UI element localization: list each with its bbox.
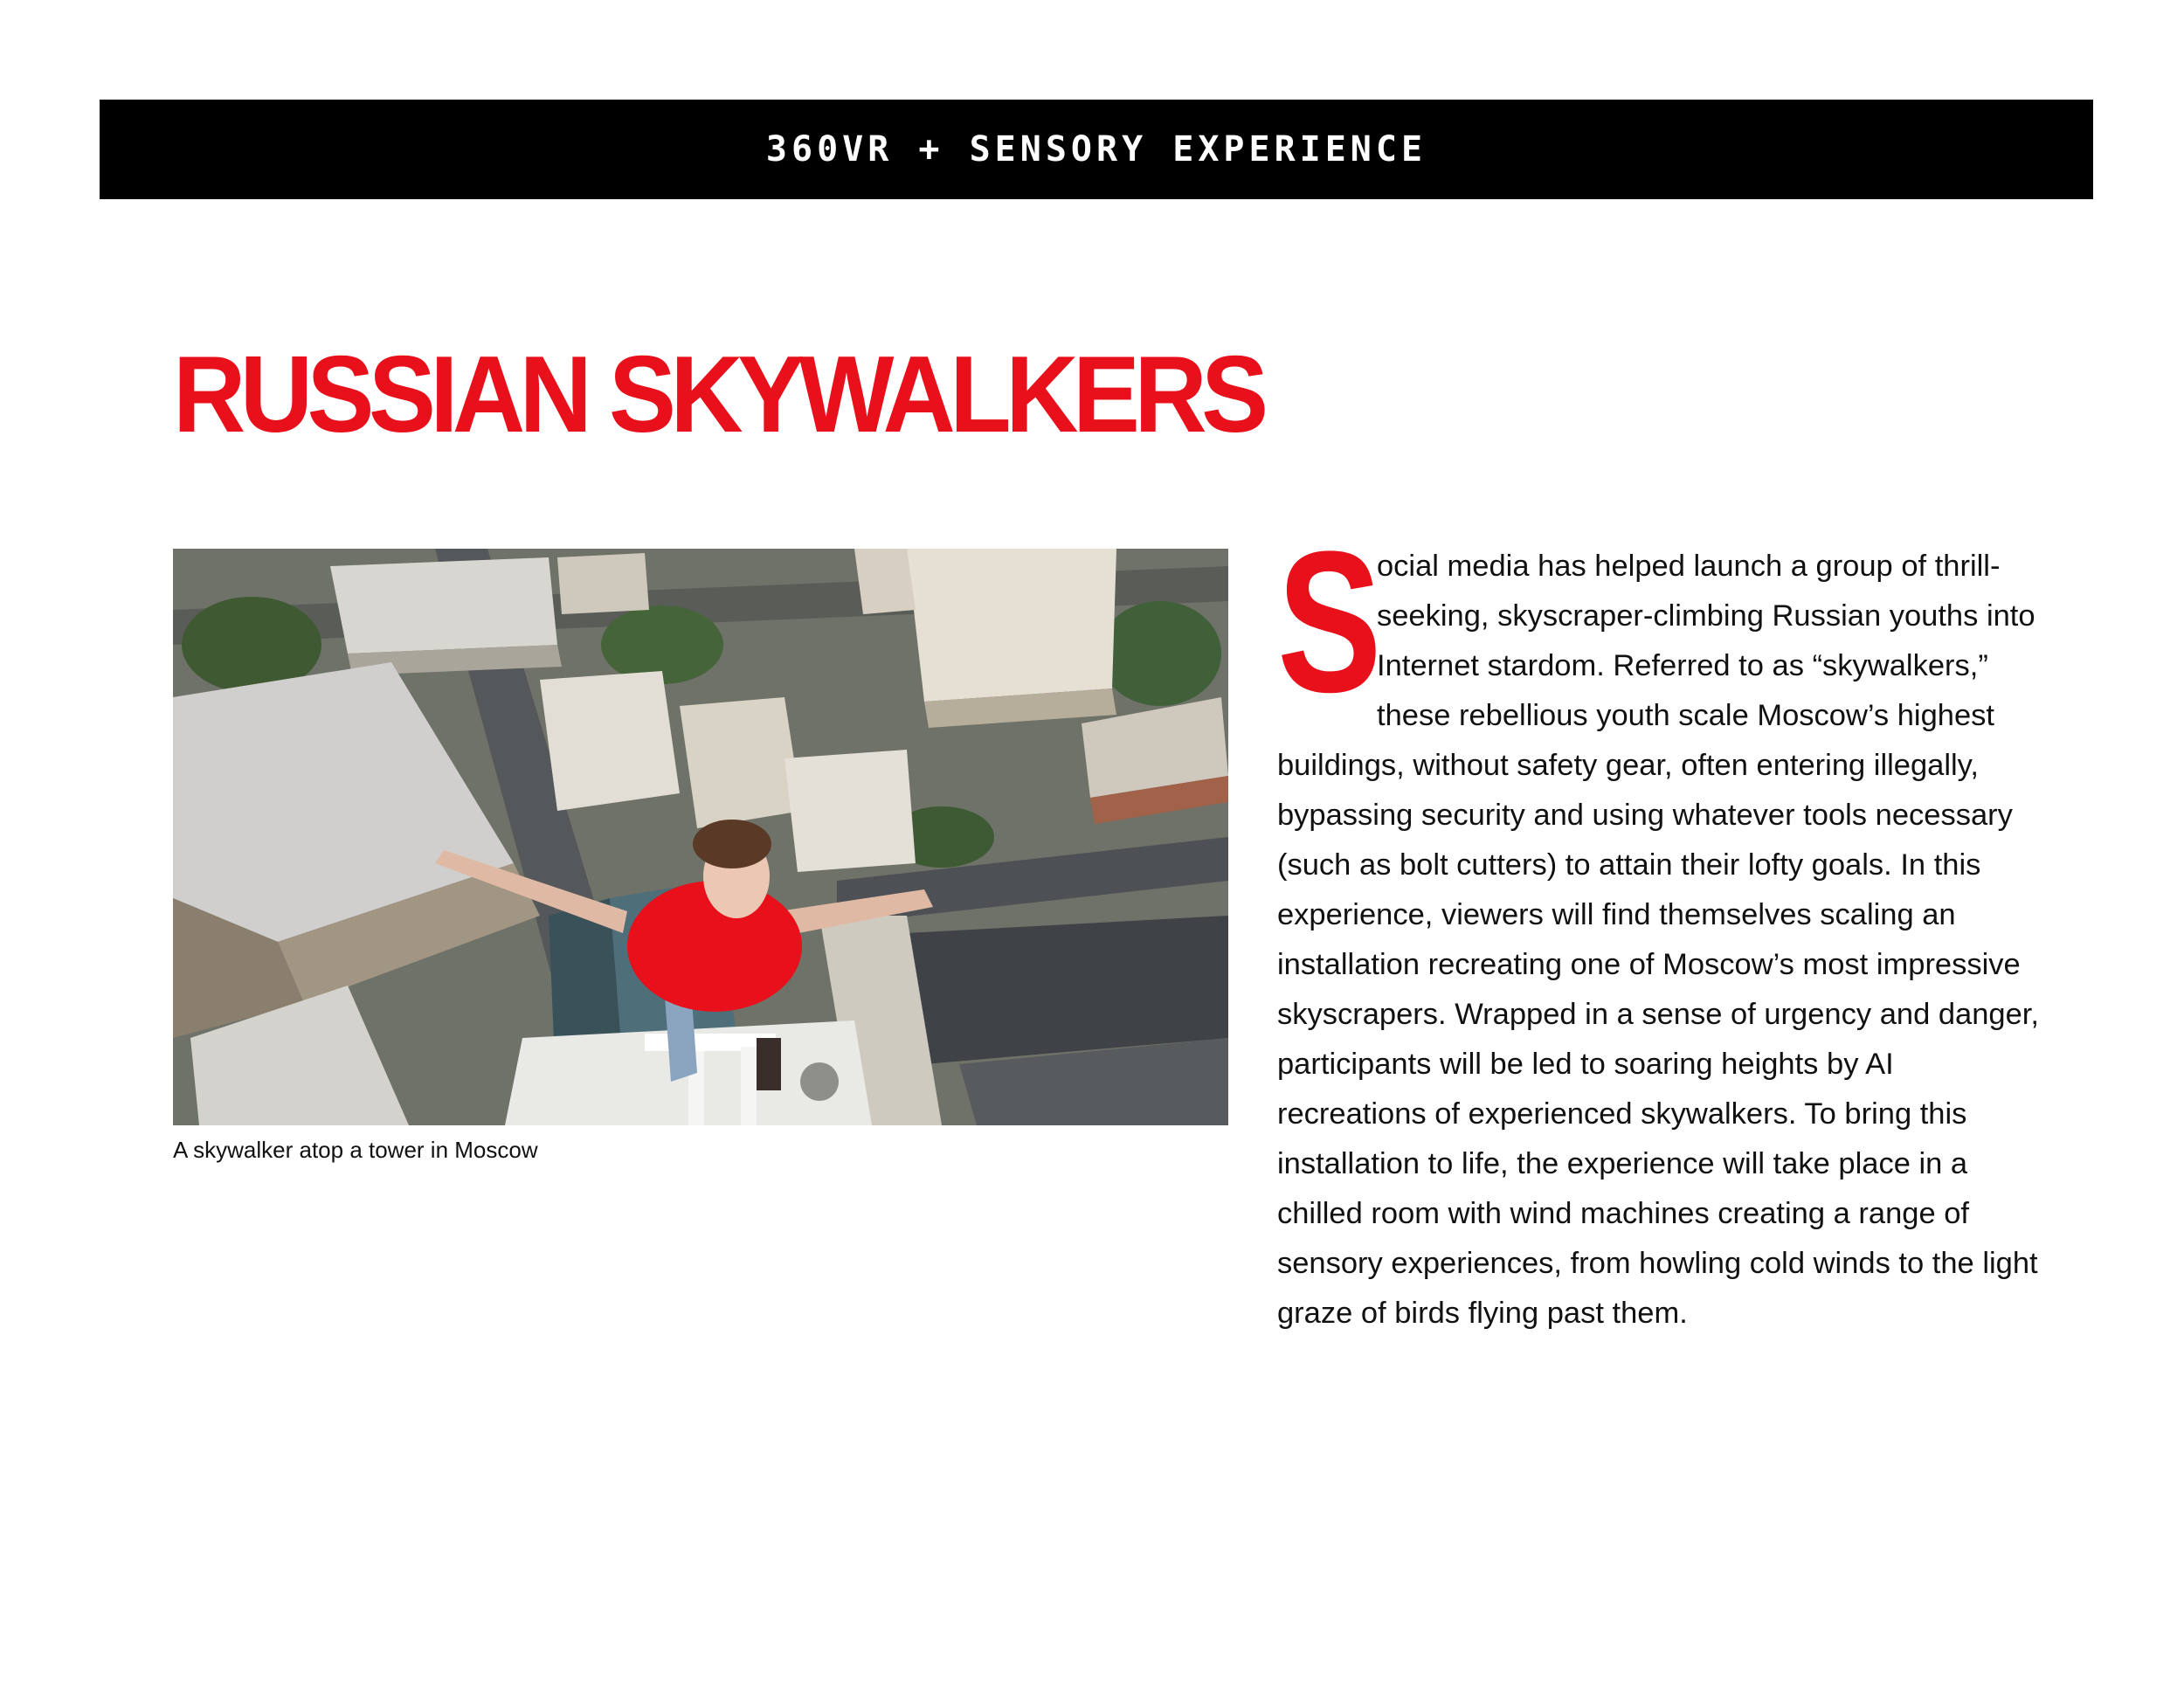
- section-banner: [100, 100, 2093, 199]
- article-paragraph: ocial media has helped launch a group of thrill-seeking, skyscraper-climbing Russian youths into Internet stardom. Referred to as “skywalkers,” these rebellious youth scale Moscow’s highest buildings, without safety gear, often entering illegally, bypassing security and using whatever tools necessary (such as bolt cutters) to attain their lofty goals. In this experience, viewers will find themselves scaling an installation recreating one of Moscow’s most impressive skyscrapers. Wrapped in a sense of urgency and danger, participants will be led to soaring heights by AI recreations of experienced skywalkers. To bring this installation to life, the experience will take place in a chilled room with wind machines creating a range of sensory experiences, from howling cold winds to the light graze of birds flying past them.: [1277, 550, 2039, 1330]
- article-title: RUSSIAN SKYWALKERS: [173, 335, 1263, 455]
- section-banner-label: 360VR + SENSORY EXPERIENCE: [765, 129, 1427, 169]
- photo-caption: A skywalker atop a tower in Moscow: [173, 1137, 538, 1163]
- drop-cap: S: [1277, 509, 1382, 734]
- article-body: [1277, 509, 2046, 1339]
- article-photo: [173, 549, 1228, 1125]
